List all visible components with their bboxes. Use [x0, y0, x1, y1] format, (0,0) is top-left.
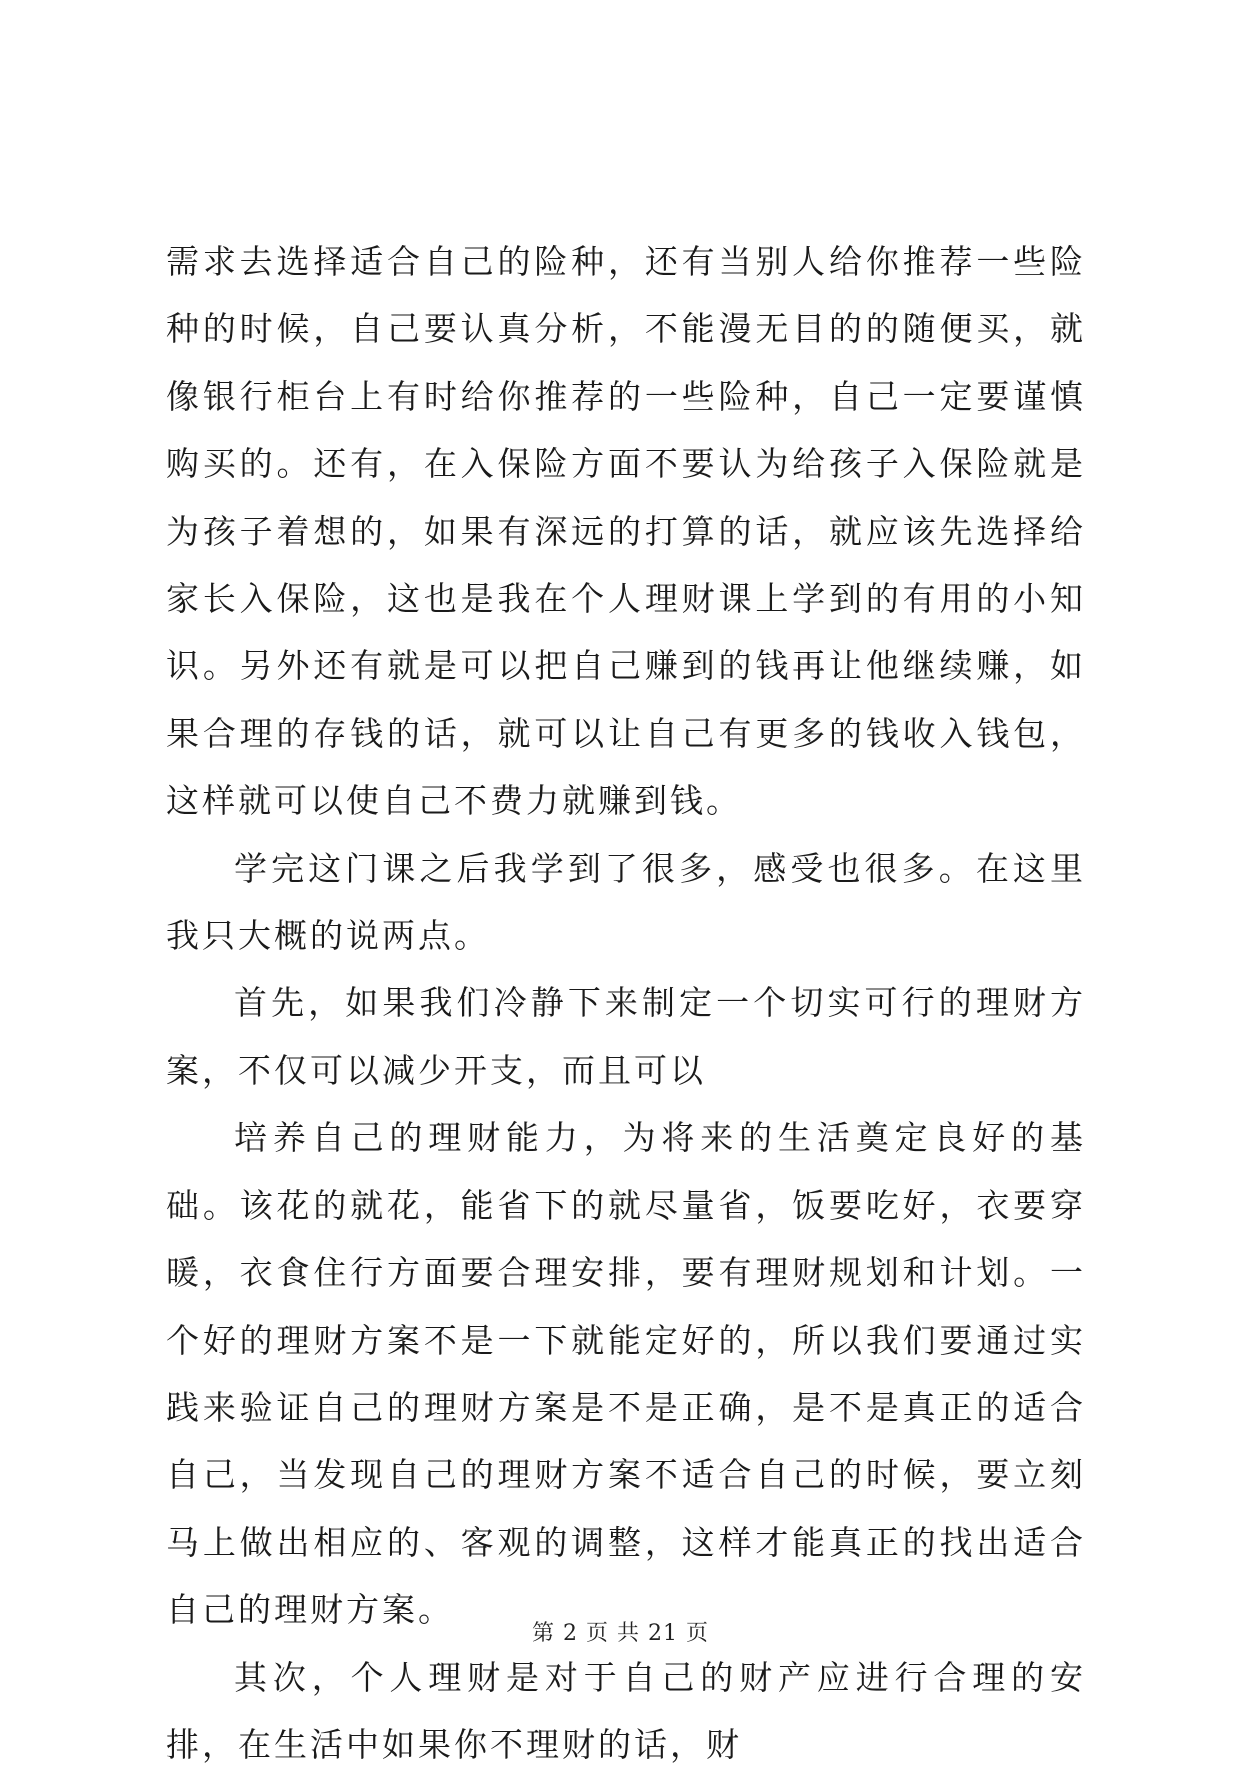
paragraph-5: 其次，个人理财是对于自己的财产应进行合理的安排，在生活中如果你不理财的话，财 — [166, 1657, 1086, 1764]
body-text — [166, 228, 1086, 1778]
paragraph-3: 首先，如果我们冷静下来制定一个切实可行的理财方案，不仅可以减少开支，而且可以 — [166, 983, 1086, 1090]
page-footer: 第 2 页 共 21 页 — [532, 1621, 709, 1646]
paragraph-2: 学完这门课之后我学到了很多，感受也很多。在这里我只大概的说两点。 — [166, 848, 1086, 956]
paragraph-1: 需求去选择适合自己的险种，还有当别人给你推荐一些险种的时候，自己要认真分析，不能漫无目的的随便买，就像银行柜台上有时给你推荐的一些险种，自己一定要谨慎购买的。还有，在入保险方面不要认为给孩子入保险就是为孩子着想的，如果有深远的打算的话，就应该先选择给家长入保险，这也是我在个人理财课上学到的有用的小知识。另外还有就是可以把自己赚到的钱再让他继续赚，如果合理的存钱的话，就可以让自己有更多的钱收入钱包，这样就可以使自己不费力就赚到钱。 — [166, 242, 1086, 821]
paragraph-4: 培养自己的理财能力，为将来的生活奠定良好的基础。该花的就花，能省下的就尽量省，饭要吃好，衣要穿暖，衣食住行方面要合理安排，要有理财规划和计划。一个好的理财方案不是一下就能定好的，所以我们要通过实践来验证自己的理财方案是不是正确，是不是真正的适合自己，当发现自己的理财方案不适合自己的时候，要立刻马上做出相应的、客观的调整，这样才能真正的找出适合自己的理财方案。 — [166, 1118, 1086, 1630]
